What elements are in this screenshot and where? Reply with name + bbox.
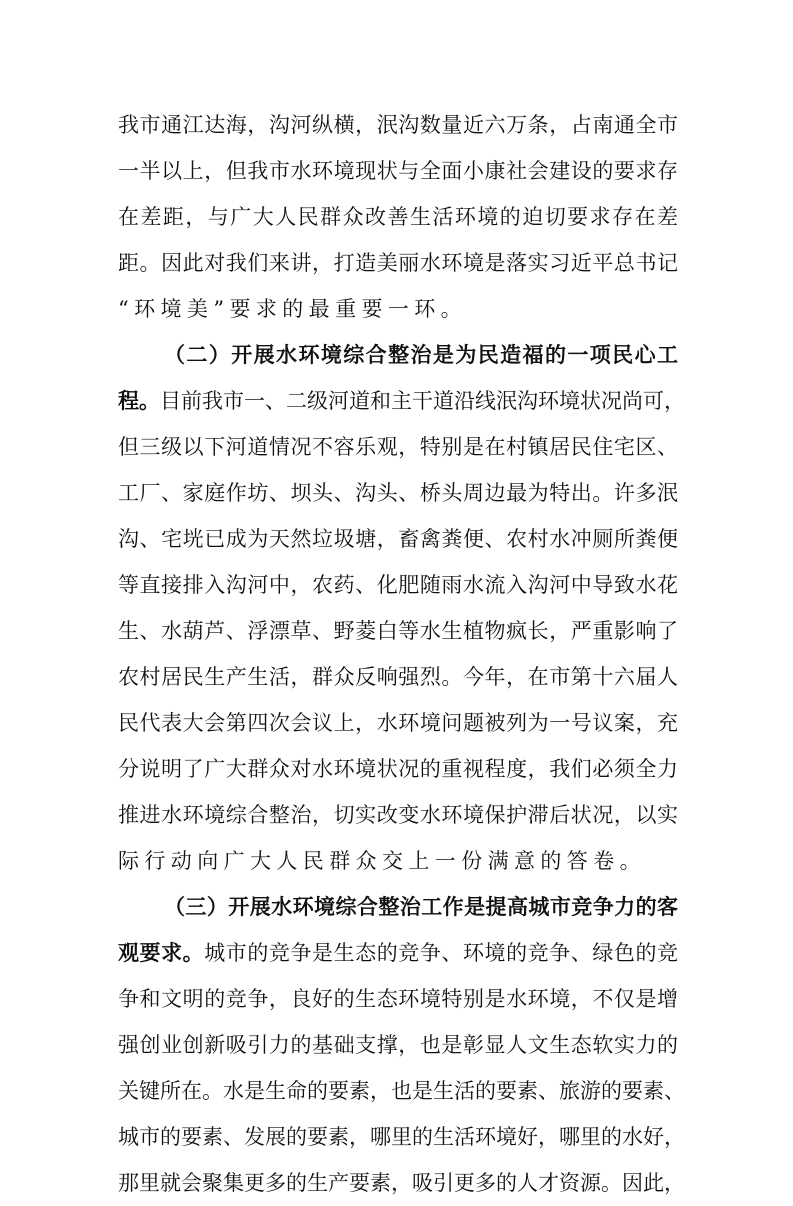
- body-text: 际行动向广大人民群众交上一份满意的答卷。: [118, 849, 646, 873]
- text-line: [118, 194, 678, 240]
- text-line: [118, 562, 678, 608]
- text-line: [118, 148, 678, 194]
- bold-text: （三）开展水环境综合整治工作是提高城市竞争力的客: [164, 894, 678, 919]
- body-text: 在差距，与广大人民群众改善生活环境的迫切要求存在差: [118, 205, 678, 229]
- body-text: 工厂、家庭作坊、坝头、沟头、桥头周边最为特出。许多泯: [118, 481, 678, 505]
- body-text: 一半以上，但我市水环境现状与全面小康社会建设的要求存: [118, 159, 678, 183]
- section-heading-line: [118, 332, 678, 378]
- text-line: [118, 1160, 685, 1206]
- text-line: [118, 700, 678, 746]
- text-line: [118, 470, 678, 516]
- text-line: [118, 286, 678, 332]
- body-text: 我市通江达海，沟河纵横，泯沟数量近六万条，占南通全市: [118, 113, 678, 137]
- text-line: [118, 792, 678, 838]
- body-text: 农村居民生产生活，群众反响强烈。今年，在市第十六届人: [118, 665, 678, 689]
- body-text: 关键所在。水是生命的要素，也是生活的要素、旅游的要素、: [118, 1079, 685, 1103]
- body-text: 推进水环境综合整治，切实改变水环境保护滞后状况，以实: [118, 803, 678, 827]
- body-text: “环境美”要求的最重要一环。: [118, 297, 468, 321]
- body-text: 民代表大会第四次会议上，水环境问题被列为一号议案，充: [118, 711, 678, 735]
- body-text: 等直接排入沟河中，农药、化肥随雨水流入沟河中导致水花: [118, 573, 678, 597]
- text-line: [118, 654, 678, 700]
- text-line: [118, 378, 685, 424]
- body-text: 城市的竞争是生态的竞争、环境的竞争、绿色的竞: [204, 941, 679, 965]
- text-line: [118, 1068, 685, 1114]
- section-heading-line: [118, 884, 678, 930]
- text-line: [118, 930, 678, 976]
- text-line: [118, 838, 678, 884]
- text-line: [118, 1114, 685, 1160]
- text-line: [118, 102, 678, 148]
- text-line: [118, 424, 678, 470]
- body-text: 目前我市一、二级河道和主干道沿线泯沟环境状况尚可，: [160, 389, 685, 413]
- body-text: 城市的要素、发展的要素，哪里的生活环境好，哪里的水好，: [118, 1125, 685, 1149]
- text-line: [118, 976, 678, 1022]
- body-text: 争和文明的竞争，良好的生态环境特别是水环境，不仅是增: [118, 987, 678, 1011]
- text-line: [118, 516, 678, 562]
- text-line: [118, 240, 678, 286]
- document-page: [118, 102, 685, 1206]
- text-line: [118, 746, 678, 792]
- body-text: 强创业创新吸引力的基础支撑，也是彰显人文生态软实力的: [118, 1033, 678, 1057]
- text-line: [118, 608, 678, 654]
- body-text: 生、水葫芦、浮漂草、野菱白等水生植物疯长，严重影响了: [118, 619, 678, 643]
- text-line: [118, 1022, 678, 1068]
- body-text: 分说明了广大群众对水环境状况的重视程度，我们必须全力: [118, 757, 678, 781]
- body-text: 但三级以下河道情况不容乐观，特别是在村镇居民住宅区、: [118, 435, 678, 459]
- bold-text: （二）开展水环境综合整治是为民造福的一项民心工: [164, 342, 678, 367]
- bold-text: 程。: [118, 388, 160, 413]
- body-text: 距。因此对我们来讲，打造美丽水环境是落实习近平总书记: [118, 251, 678, 275]
- bold-text: 观要求。: [118, 940, 205, 965]
- body-text: 那里就会聚集更多的生产要素，吸引更多的人才资源。因此，: [118, 1171, 685, 1195]
- body-text: 沟、宅垙已成为天然垃圾塘，畜禽粪便、农村水冲厕所粪便: [118, 527, 678, 551]
